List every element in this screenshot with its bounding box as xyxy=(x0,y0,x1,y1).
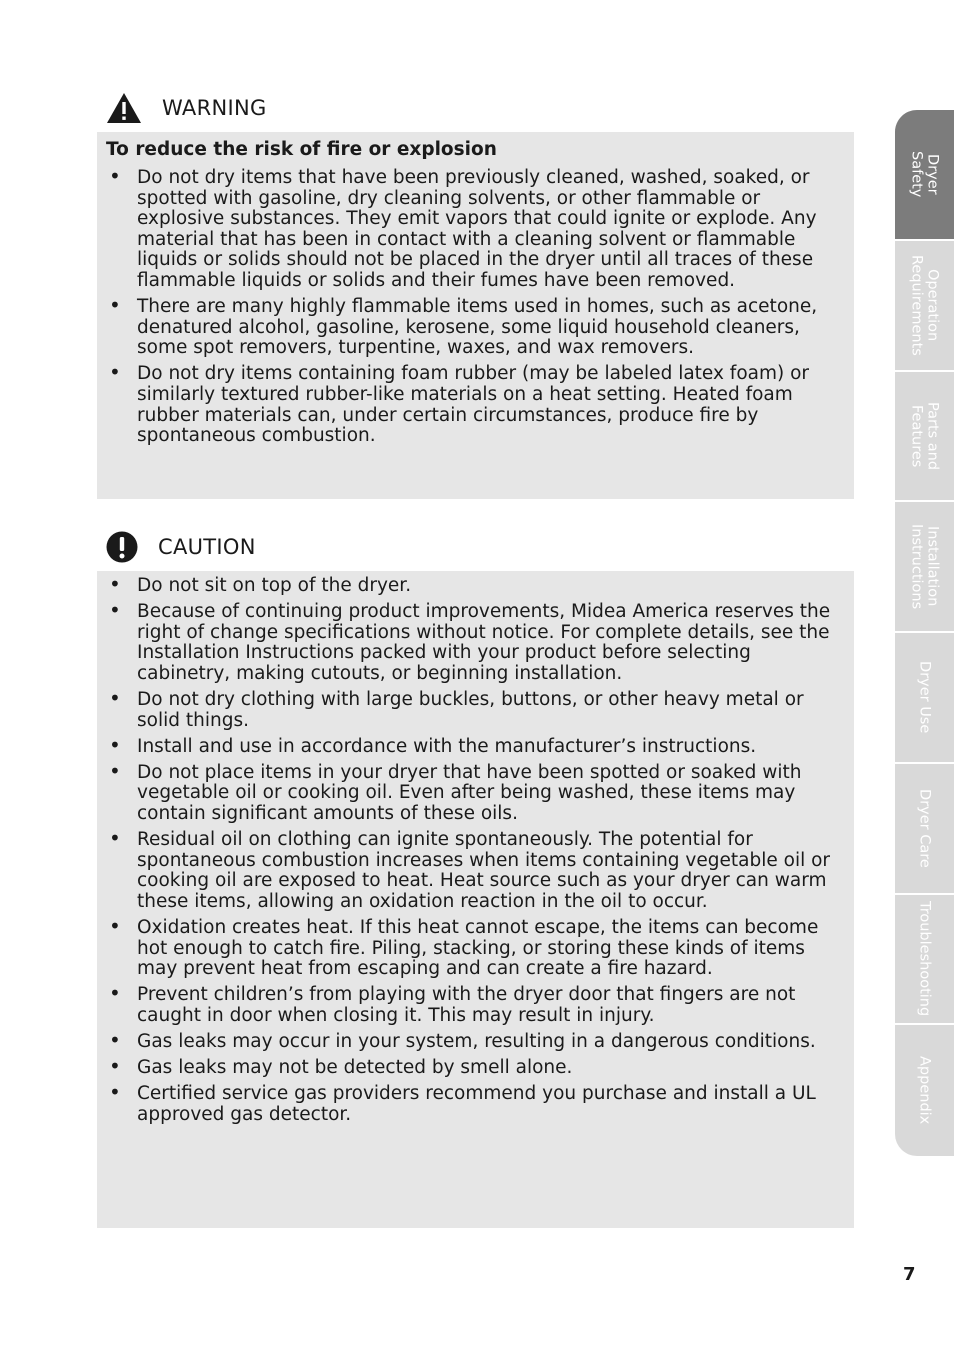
tab-label: Operation Requirements xyxy=(908,254,941,356)
page-number: 7 xyxy=(903,1264,916,1285)
list-item xyxy=(106,598,840,684)
list-item-text: Because of continuing product improvements, Midea America reserves the right of change specifications without notice. For complete details, see the Installation Instructions packed with your product before selecting cabinetry, making cutouts, or beginning installation. xyxy=(137,601,831,684)
tab-label: Dryer Use xyxy=(916,661,933,734)
tab-label: Dryer Care xyxy=(916,788,933,868)
list-item-text: Oxidation creates heat. If this heat cannot escape, the items can become hot enough to catch fire. Piling, stacking, or storing these kinds of items may prevent heat from escaping and can create a fire hazard. xyxy=(137,916,819,980)
bullet: • xyxy=(109,913,121,938)
list-item xyxy=(106,1053,840,1079)
list-item-text: Gas leaks may not be detected by smell alone. xyxy=(137,1056,573,1078)
warning-subheading: To reduce the risk of fire or explosion xyxy=(106,139,497,160)
list-item xyxy=(106,732,840,758)
bullet: • xyxy=(109,1053,121,1078)
list-item-text: Certified service gas providers recommend you purchase and install a UL approved gas detector. xyxy=(137,1083,816,1125)
bullet: • xyxy=(109,572,121,596)
tab-operation-requirements[interactable] xyxy=(895,241,954,372)
list-item xyxy=(106,826,840,912)
tab-label: Parts and Features xyxy=(908,401,941,470)
warning-list xyxy=(106,164,840,447)
list-item-text: Install and use in accordance with the manufacturer’s instructions. xyxy=(137,735,757,757)
list-item xyxy=(106,572,840,597)
bullet: • xyxy=(109,685,121,710)
tab-label: Troubleshooting xyxy=(916,901,933,1017)
bullet: • xyxy=(109,826,121,851)
list-item xyxy=(106,1027,840,1053)
bullet: • xyxy=(109,360,121,385)
list-item-text: Gas leaks may occur in your system, resulting in a dangerous conditions. xyxy=(137,1030,816,1052)
caution-list xyxy=(106,572,840,1125)
exclamation-circle-icon xyxy=(106,531,138,563)
section-tabs xyxy=(895,110,954,1156)
list-item-text: Do not sit on top of the dryer. xyxy=(137,575,412,596)
tab-label: Installation Instructions xyxy=(908,524,941,610)
list-item xyxy=(106,758,840,825)
bullet: • xyxy=(109,1080,121,1105)
list-item-text: Prevent children’s from playing with the dryer door that fingers are not caught in door when closing it. This may result in injury. xyxy=(137,984,796,1026)
tab-parts-and-features[interactable] xyxy=(895,372,954,503)
list-item-text: Do not dry clothing with large buckles, buttons, or other heavy metal or solid things. xyxy=(137,688,804,731)
tab-installation-instructions[interactable] xyxy=(895,502,954,633)
caution-box xyxy=(97,571,854,1228)
list-item-text: Do not dry items containing foam rubber (may be labeled latex foam) or similarly textured rubber-like materials on a heat setting. Heated foam rubber materials can, under certain circumstances, produce fire by spontaneous combustion. xyxy=(137,363,810,447)
bullet: • xyxy=(109,1027,121,1052)
tab-appendix[interactable] xyxy=(895,1025,954,1156)
warning-box xyxy=(97,132,854,499)
tab-label: Appendix xyxy=(916,1056,933,1125)
list-item-text: Do not dry items that have been previously cleaned, washed, soaked, or spotted with gasoline, dry cleaning solvents, or other flammable or explosive substances. They emit vapors that could ignite or explode. Any material that has been in contact with a cleaning solvent or flammable liquids or solids should not be placed in the dryer until all traces of these flammable liquids or solids and their fumes have been removed. xyxy=(137,167,817,291)
list-item xyxy=(106,164,840,292)
bullet: • xyxy=(109,598,121,623)
tab-troubleshooting[interactable] xyxy=(895,895,954,1026)
list-item xyxy=(106,913,840,980)
bullet: • xyxy=(109,293,121,318)
warning-header xyxy=(106,92,267,124)
bullet: • xyxy=(109,732,121,757)
list-item-text: There are many highly flammable items used in homes, such as acetone, denatured alcohol, gasoline, kerosene, some liquid household cleaners, some spot removers, turpentine, waxes, and wax removers. xyxy=(137,296,818,359)
list-item-text: Do not place items in your dryer that have been spotted or soaked with vegetable oil or cooking oil. Even after being washed, these items may contain significant amounts of these oils. xyxy=(137,761,802,824)
list-item xyxy=(106,293,840,359)
caution-header xyxy=(106,531,256,563)
list-item xyxy=(106,360,840,447)
bullet: • xyxy=(109,758,121,783)
warning-triangle-icon xyxy=(106,92,142,124)
tab-dryer-safety[interactable] xyxy=(895,110,954,241)
bullet: • xyxy=(109,164,121,188)
list-item xyxy=(106,685,840,731)
caution-title: CAUTION xyxy=(158,535,256,559)
tab-label: Dryer Safety xyxy=(908,151,941,198)
list-item xyxy=(106,981,840,1026)
list-item xyxy=(106,1080,840,1125)
tab-dryer-use[interactable] xyxy=(895,633,954,764)
warning-title: WARNING xyxy=(162,96,267,120)
list-item-text: Residual oil on clothing can ignite spontaneously. The potential for spontaneous combustion increases when items containing vegetable oil or cooking oil are exposed to heat. Heat source such as your dryer can warm these items, allowing an oxidation reaction in the oil to occur. xyxy=(137,829,831,912)
bullet: • xyxy=(109,981,121,1006)
tab-dryer-care[interactable] xyxy=(895,764,954,895)
